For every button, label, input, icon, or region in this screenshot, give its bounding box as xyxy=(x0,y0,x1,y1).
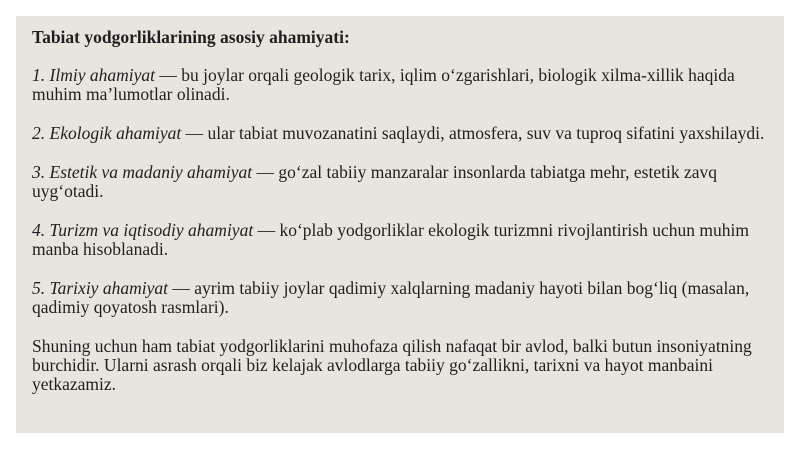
text-panel xyxy=(16,16,784,433)
closing-paragraph: Shuning uchun ham tabiat yodgorliklarini muhofaza qilish nafaqat bir avlod, balki butun insoniyatning burchidir. Ularni asrash orqali biz kelajak avlodlarga tabiiy go‘zallikni, tarixni va hayot manbaini yetkazamiz. xyxy=(32,336,752,394)
item-text: — ko‘plab yodgorliklar ekologik turizmni rivojlantirish uchun muhim manba hisoblanadi. xyxy=(32,220,749,259)
item-term: 1. Ilmiy ahamiyat xyxy=(32,65,155,85)
list-item xyxy=(32,124,768,143)
item-text: — bu joylar orqali geologik tarix, iqlim o‘zgarishlari, biologik xilma-xillik haqida muhim ma’lumotlar olinadi. xyxy=(32,65,735,104)
item-term: 5. Tarixiy ahamiyat xyxy=(32,278,168,298)
list-item xyxy=(32,279,768,317)
item-term: 3. Estetik va madaniy ahamiyat xyxy=(32,162,253,182)
list-item xyxy=(32,221,768,259)
section-heading: Tabiat yodgorliklarining asosiy ahamiyati: xyxy=(32,27,350,47)
list-item xyxy=(32,163,768,201)
item-text: — go‘zal tabiiy manzaralar insonlarda tabiatga mehr, estetik zavq uyg‘otadi. xyxy=(32,162,717,201)
item-text: — ayrim tabiiy joylar qadimiy xalqlarning madaniy hayoti bilan bog‘liq (masalan, qadimiy qoyatosh rasmlari). xyxy=(32,278,750,317)
list-item xyxy=(32,66,768,104)
item-text: — ular tabiat muvozanatini saqlaydi, atmosfera, suv va tuproq sifatini yaxshilaydi. xyxy=(181,123,765,143)
item-term: 4. Turizm va iqtisodiy ahamiyat xyxy=(32,220,254,240)
item-term: 2. Ekologik ahamiyat xyxy=(32,123,182,143)
